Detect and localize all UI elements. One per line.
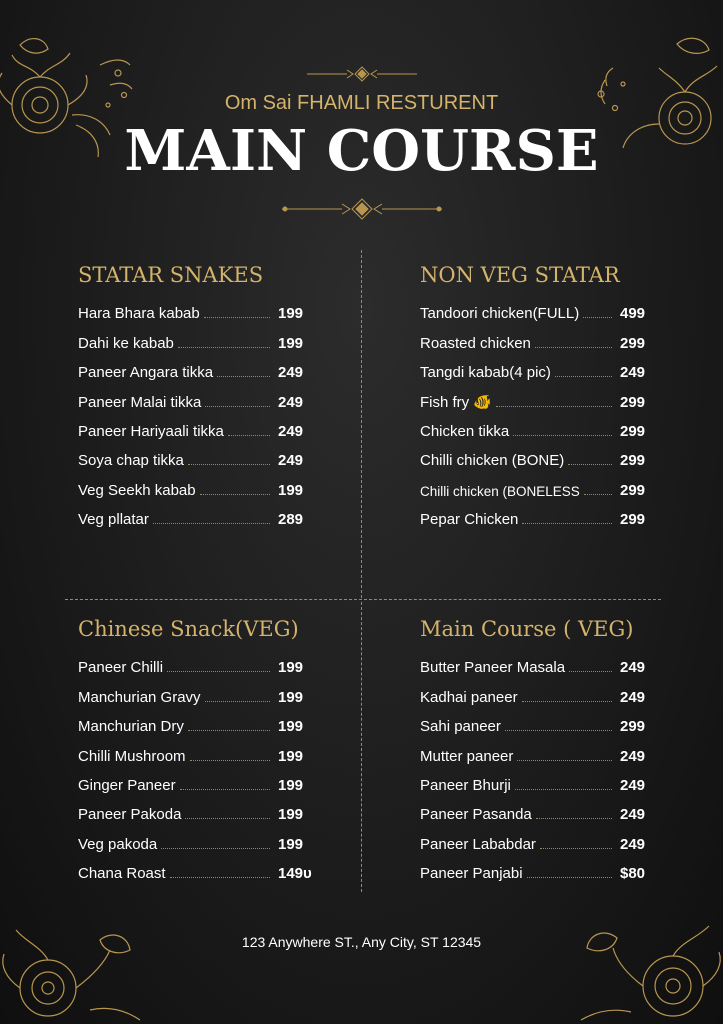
page-title: MAIN COURSE (124, 118, 599, 184)
menu-item (78, 682, 318, 711)
dot-leader (513, 435, 612, 436)
menu-item (78, 829, 318, 858)
dot-leader (584, 494, 612, 495)
item-price: 149υ (278, 865, 312, 883)
item-price: 199 (278, 835, 304, 853)
item-price: 299 (620, 511, 646, 529)
dot-leader (496, 406, 612, 407)
item-price: 249 (620, 364, 646, 382)
item-name: Chana Roast (78, 865, 166, 883)
section-title: STATAR SNAKES (78, 263, 264, 287)
dot-leader (205, 701, 270, 702)
item-name: Chilli chicken (BONELESS (420, 483, 580, 499)
menu-item (78, 358, 318, 387)
item-name: Veg pakoda (78, 835, 158, 853)
item-name: Dahi ke kabab (78, 334, 174, 352)
restaurant-name: Om Sai FHAMLI RESTURENT (224, 92, 499, 114)
item-name: Sahi paneer (420, 718, 501, 736)
menu-item (420, 475, 660, 504)
item-price: 299 (620, 481, 646, 499)
dot-leader (583, 317, 612, 318)
item-price: 199 (278, 718, 304, 736)
dot-leader (204, 317, 270, 318)
dot-leader (170, 877, 270, 878)
item-price: 199 (278, 305, 304, 323)
item-price: 499 (620, 305, 646, 323)
item-price: 249 (620, 835, 646, 853)
horizontal-divider (65, 599, 661, 600)
menu-item (78, 387, 318, 416)
menu-item (420, 800, 660, 829)
item-price: 299 (620, 393, 646, 411)
item-price: 249 (278, 452, 304, 470)
item-name: Paneer Lababdar (420, 835, 536, 853)
dot-leader (540, 848, 612, 849)
item-price: 249 (278, 393, 304, 411)
dot-leader (535, 347, 612, 348)
dot-leader (200, 494, 270, 495)
dot-leader (527, 877, 612, 878)
menu-item (78, 859, 318, 888)
menu-item (420, 446, 660, 475)
footer-address: 123 Anywhere ST., Any City, ST 12345 (241, 934, 482, 950)
section-title: NON VEG STATAR (420, 263, 620, 287)
menu-item (420, 771, 660, 800)
menu-item (420, 358, 660, 387)
menu-item (78, 299, 318, 328)
item-price: 249 (620, 776, 646, 794)
menu-item (420, 505, 660, 534)
menu-item (78, 771, 318, 800)
item-name: Chilli chicken (BONE) (420, 452, 565, 470)
section-chinese-snack-veg (78, 616, 318, 888)
menu-item (420, 653, 660, 682)
vertical-divider (361, 602, 362, 892)
menu-item (78, 475, 318, 504)
item-name: Fish fry 🐠 (420, 393, 493, 411)
section-title: Chinese Snack(VEG) (78, 617, 299, 641)
item-price: 299 (620, 718, 646, 736)
item-price: 249 (620, 688, 646, 706)
item-name: Chilli Mushroom (78, 747, 186, 765)
item-name: Tangdi kabab(4 pic) (420, 364, 551, 382)
menu-item (78, 653, 318, 682)
menu-item (420, 387, 660, 416)
dot-leader (522, 523, 612, 524)
item-name: Butter Paneer Masala (420, 659, 566, 677)
item-name: Hara Bhara kabab (78, 305, 200, 323)
menu-item (420, 328, 660, 357)
menu-item (78, 505, 318, 534)
item-name: Paneer Chilli (78, 659, 164, 677)
dot-leader (167, 671, 270, 672)
dot-leader (522, 701, 612, 702)
item-name: Tandoori chicken(FULL) (420, 305, 580, 323)
item-name: Paneer Panjabi (420, 865, 523, 883)
item-name: Veg Seekh kabab (78, 481, 196, 499)
dot-leader (515, 789, 612, 790)
dot-leader (536, 818, 612, 819)
dot-leader (568, 464, 612, 465)
item-name: Veg pllatar (78, 511, 149, 529)
menu-item (420, 417, 660, 446)
item-price: 249 (278, 422, 304, 440)
item-name: Kadhai paneer (420, 688, 518, 706)
item-name: Paneer Bhurji (420, 776, 511, 794)
menu-item (78, 446, 318, 475)
item-price: 249 (620, 806, 646, 824)
dot-leader (205, 406, 270, 407)
item-price: $80 (620, 865, 646, 883)
item-name: Paneer Hariyaali tikka (78, 422, 224, 440)
menu-item (420, 682, 660, 711)
menu-item (420, 299, 660, 328)
menu-item (78, 328, 318, 357)
item-name: Pepar Chicken (420, 511, 519, 529)
item-name: Manchurian Gravy (78, 688, 201, 706)
art-deco-divider-icon (282, 198, 442, 224)
dot-leader (228, 435, 270, 436)
menu-item (420, 712, 660, 741)
dot-leader (178, 347, 270, 348)
menu-item (78, 712, 318, 741)
item-name: Roasted chicken (420, 334, 531, 352)
menu-item (420, 859, 660, 888)
item-name: Manchurian Dry (78, 718, 184, 736)
item-name: Paneer Angara tikka (78, 364, 214, 382)
item-name: Paneer Malai tikka (78, 393, 202, 411)
item-price: 299 (620, 334, 646, 352)
item-price: 249 (278, 364, 304, 382)
dot-leader (569, 671, 612, 672)
item-name: Soya chap tikka (78, 452, 184, 470)
item-price: 199 (278, 688, 304, 706)
item-price: 289 (278, 511, 304, 529)
dot-leader (161, 848, 270, 849)
dot-leader (190, 760, 270, 761)
vertical-divider (361, 250, 362, 598)
item-price: 199 (278, 776, 304, 794)
section-title: Main Course ( VEG) (420, 617, 634, 641)
item-price: 299 (620, 422, 646, 440)
menu-item (78, 417, 318, 446)
menu-item (78, 800, 318, 829)
dot-leader (505, 730, 612, 731)
section-statar-snakes (78, 262, 318, 534)
item-price: 299 (620, 452, 646, 470)
section-main-course-veg (420, 616, 660, 888)
section-non-veg-statar (420, 262, 660, 534)
item-name: Paneer Pakoda (78, 806, 182, 824)
dot-leader (153, 523, 270, 524)
menu-item (78, 741, 318, 770)
dot-leader (517, 760, 612, 761)
art-deco-divider-icon (307, 66, 417, 86)
item-price: 249 (620, 747, 646, 765)
item-name: Paneer Pasanda (420, 806, 532, 824)
item-name: Mutter paneer (420, 747, 514, 765)
menu-item (420, 741, 660, 770)
dot-leader (180, 789, 270, 790)
item-price: 199 (278, 659, 304, 677)
dot-leader (188, 464, 270, 465)
dot-leader (555, 376, 612, 377)
menu-item (420, 829, 660, 858)
item-price: 199 (278, 334, 304, 352)
dot-leader (217, 376, 270, 377)
item-name: Chicken tikka (420, 422, 510, 440)
item-name: Ginger Paneer (78, 776, 176, 794)
item-price: 199 (278, 481, 304, 499)
item-price: 199 (278, 747, 304, 765)
item-price: 199 (278, 806, 304, 824)
dot-leader (185, 818, 270, 819)
dot-leader (188, 730, 270, 731)
item-price: 249 (620, 659, 646, 677)
